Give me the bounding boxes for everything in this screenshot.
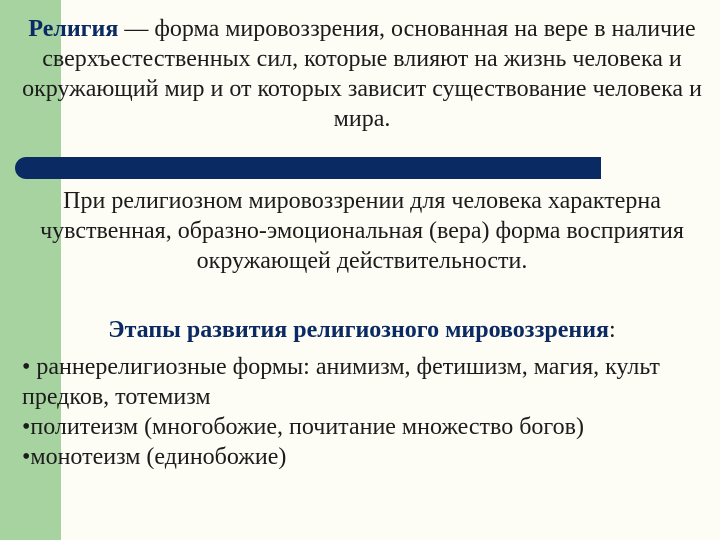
features-paragraph: При религиозном мировоззрении для человека характерна чувственная, образно-эмоциональная (вера) форма восприятия окружающей действительности.	[40, 188, 684, 274]
stages-heading	[22, 315, 702, 345]
stages-list	[22, 352, 712, 472]
definition-paragraph	[22, 14, 702, 134]
stages-heading-text: Этапы развития религиозного мировоззрения	[108, 317, 610, 343]
divider-bar	[15, 157, 601, 179]
definition-term: Религия	[28, 16, 119, 42]
list-item: • раннерелигиозные формы: анимизм, фетишизм, магия, культ предков, тотемизм	[22, 354, 660, 410]
list-item: •монотеизм (единобожие)	[22, 444, 287, 470]
definition-text: — форма мировоззрения, основанная на вере в наличие сверхъестественных сил, которые влияют на жизнь человека и окружающий мир и от которых зависит существование человека и мира.	[22, 16, 702, 132]
list-item: •политеизм (многобожие, почитание множество богов)	[22, 414, 584, 440]
stages-heading-colon: :	[609, 317, 616, 343]
